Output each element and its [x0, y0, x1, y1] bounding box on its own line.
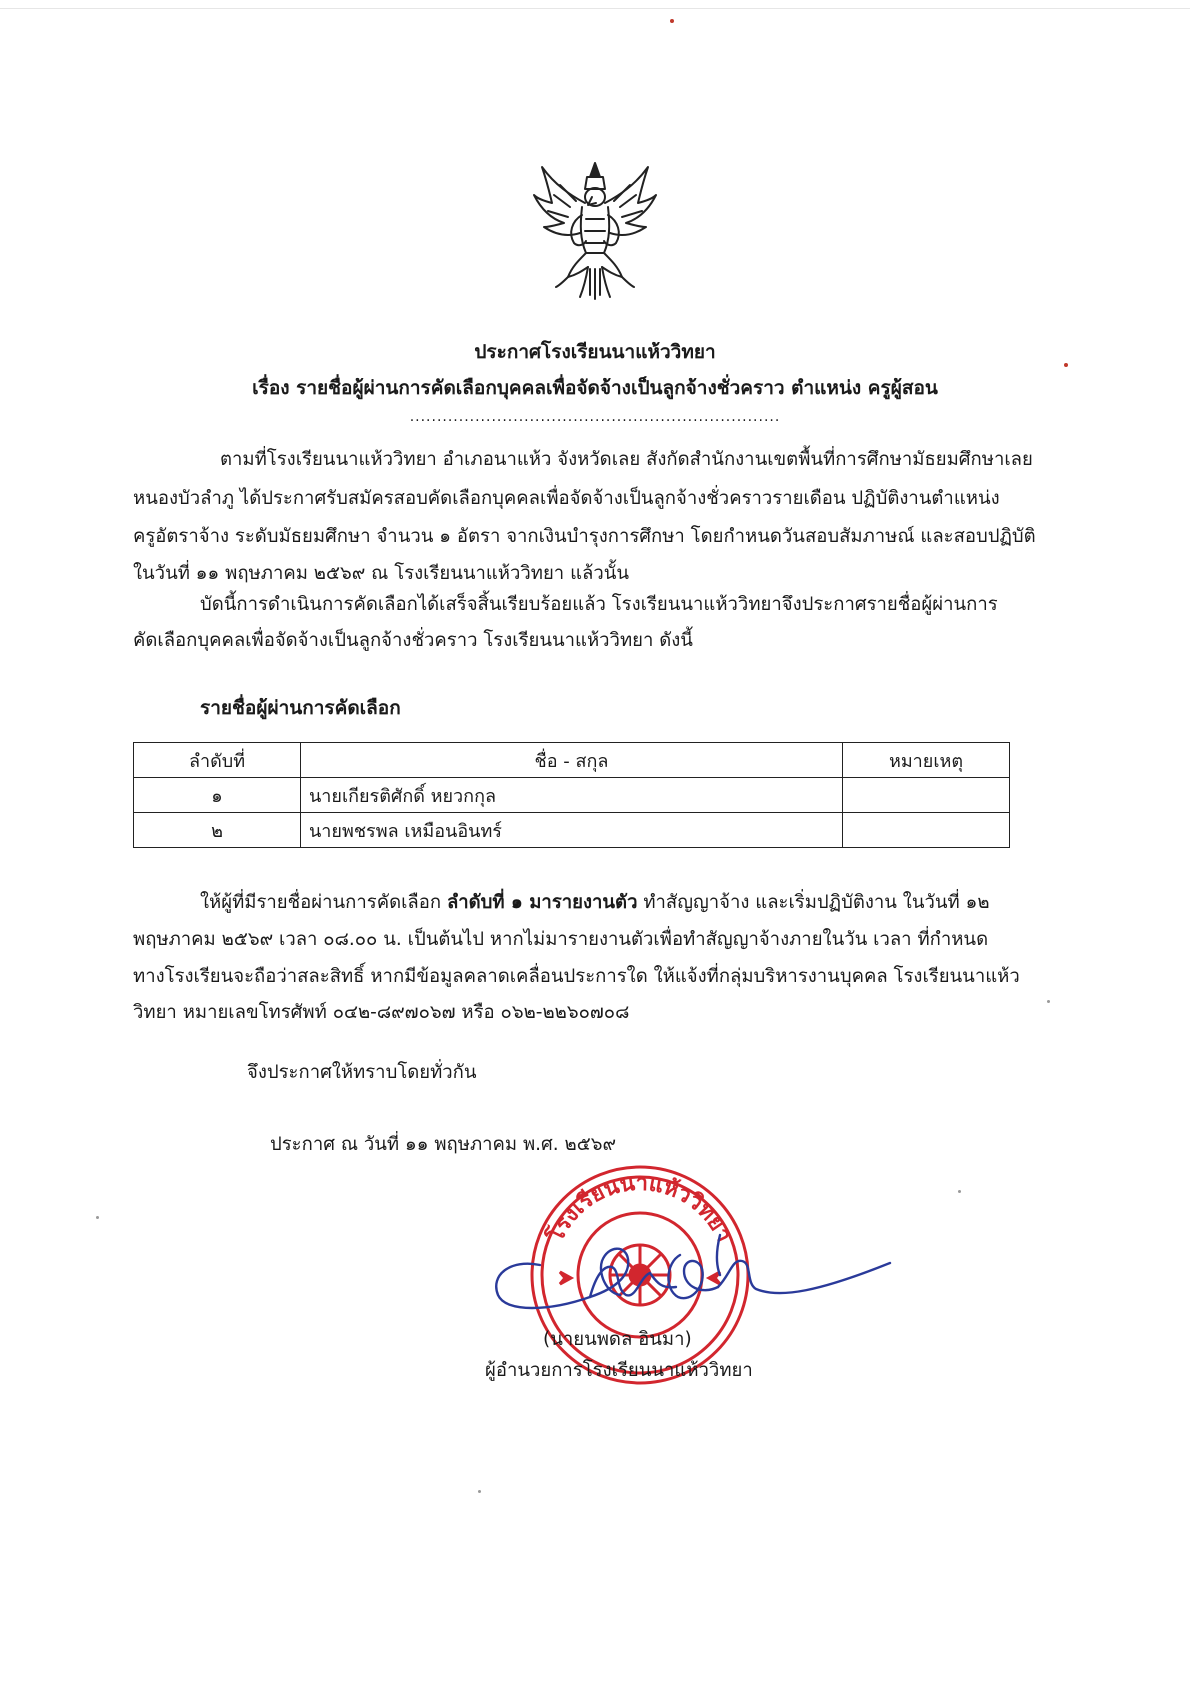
announcement-subject: เรื่อง รายชื่อผู้ผ่านการคัดเลือกบุคคลเพื่อจัดจ้างเป็นลูกจ้างชั่วคราว ตำแหน่ง ครูผู้สอน [252, 377, 938, 399]
candidates-table [133, 742, 1010, 848]
paragraph-1-line-4: ในวันที่ ๑๑ พฤษภาคม ๒๕๖๙ ณ โรงเรียนนาแห้ววิทยา แล้วนั้น [133, 563, 630, 584]
list-heading: รายชื่อผู้ผ่านการคัดเลือก [200, 697, 401, 719]
page-title: ประกาศโรงเรียนนาแห้ววิทยา [474, 341, 716, 363]
paragraph-1-line-3: ครูอัตราจ้าง ระดับมัธยมศึกษา จำนวน ๑ อัตรา จากเงินบำรุงการศึกษา โดยกำหนดวันสอบสัมภาษณ์ และสอบปฏิบัติ [133, 526, 1036, 547]
column-header-name: ชื่อ - สกุล [301, 743, 843, 778]
report-line-1-start: ให้ผู้ที่มีรายชื่อผ่านการคัดเลือก [200, 892, 447, 913]
scan-speck [670, 19, 674, 23]
candidate-note [843, 813, 1010, 848]
title-divider: .................................................................... [409, 409, 781, 425]
table-row [134, 778, 1010, 813]
paragraph-2-line-1: บัดนี้การดำเนินการคัดเลือกได้เสร็จสิ้นเรียบร้อยแล้ว โรงเรียนนาแห้ววิทยาจึงประกาศรายชื่อผู้ผ่านการ [200, 594, 998, 615]
scan-edge-line [0, 8, 1190, 9]
director-signature-icon [480, 1215, 900, 1325]
scan-speck [96, 1216, 99, 1219]
scan-speck [1047, 1000, 1050, 1003]
paragraph-1-line-1: ตามที่โรงเรียนนาแห้ววิทยา อำเภอนาแห้ว จังหวัดเลย สังกัดสำนักงานเขตพื้นที่การศึกษามัธยมศึกษาเลย [220, 449, 1033, 470]
closing-announce: จึงประกาศให้ทราบโดยทั่วกัน [247, 1062, 477, 1083]
report-line-2: พฤษภาคม ๒๕๖๙ เวลา ๐๘.๐๐ น. เป็นต้นไป หากไม่มารายงานตัวเพื่อทำสัญญาจ้างภายในวัน เวลา ที่กำหนด [133, 929, 989, 950]
paragraph-2-line-2: คัดเลือกบุคคลเพื่อจัดจ้างเป็นลูกจ้างชั่วคราว โรงเรียนนาแห้ววิทยา ดังนี้ [133, 630, 693, 651]
announcement-date: ประกาศ ณ วันที่ ๑๑ พฤษภาคม พ.ศ. ๒๕๖๙ [270, 1134, 617, 1155]
report-line-1-end: ทำสัญญาจ้าง และเริ่มปฏิบัติงาน ในวันที่ ๑๒ [637, 892, 990, 913]
paragraph-1-line-2: หนองบัวลำภู ได้ประกาศรับสมัครสอบคัดเลือกบุคคลเพื่อจัดจ้างเป็นลูกจ้างชั่วคราวรายเดือน ปฏิบัติงานตำแหน่ง [133, 488, 1000, 509]
garuda-emblem-icon [530, 155, 660, 305]
row-number: ๑ [134, 778, 301, 813]
scan-speck [478, 1490, 481, 1493]
candidate-name: นายเกียรติศักดิ์ หยวกกุล [301, 778, 843, 813]
table-header-row [134, 743, 1010, 778]
report-rank-emphasis: ลำดับที่ ๑ มารายงานตัว [446, 892, 638, 913]
candidate-note [843, 778, 1010, 813]
row-number: ๒ [134, 813, 301, 848]
report-line-1 [200, 888, 990, 917]
signatory-name: (นายนพดล อินมา) [543, 1329, 692, 1350]
table-row [134, 813, 1010, 848]
seal-text: โรงเรียนนาแห้ววิทยา [543, 1170, 737, 1247]
scan-speck [958, 1190, 961, 1193]
scan-speck [1064, 363, 1068, 367]
signatory-position: ผู้อำนวยการโรงเรียนนาแห้ววิทยา [485, 1360, 753, 1381]
column-header-no: ลำดับที่ [134, 743, 301, 778]
column-header-note: หมายเหตุ [843, 743, 1010, 778]
candidate-name: นายพชรพล เหมือนอินทร์ [301, 813, 843, 848]
report-line-3: ทางโรงเรียนจะถือว่าสละสิทธิ์ หากมีข้อมูลคลาดเคลื่อนประการใด ให้แจ้งที่กลุ่มบริหารงานบุคคล โรงเรียนนาแห้ว [133, 966, 1020, 987]
report-line-4: วิทยา หมายเลขโทรศัพท์ ๐๔๒-๘๙๗๐๖๗ หรือ ๐๖๒-๒๒๖๐๗๐๘ [133, 1002, 630, 1023]
